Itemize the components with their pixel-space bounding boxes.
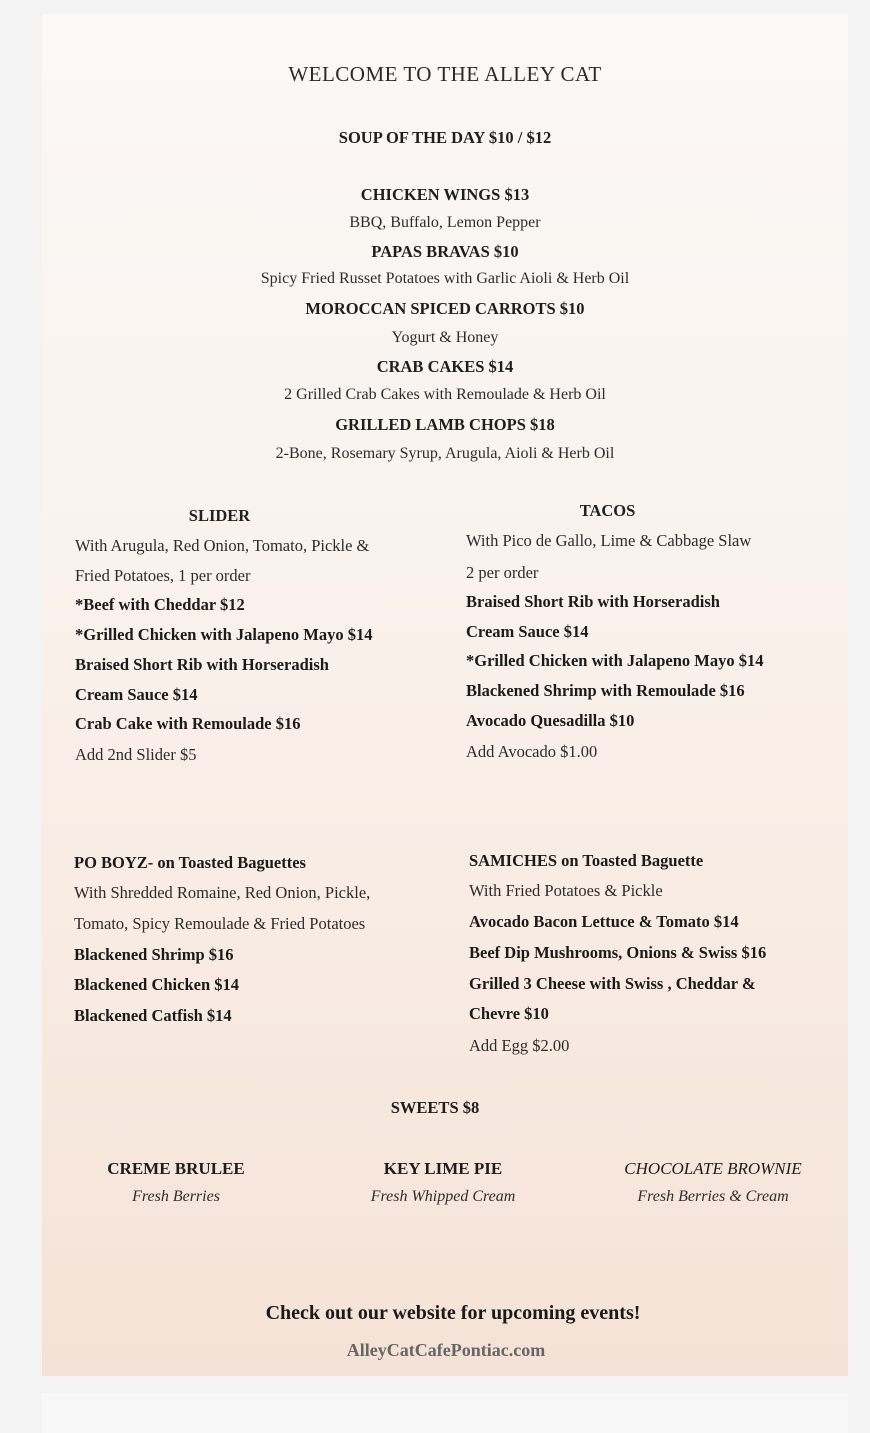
sweet-name: CREME BRULEE [107, 1159, 245, 1178]
slider-item: Cream Sauce $14 [75, 685, 198, 704]
sweet-item [323, 1159, 563, 1206]
samiches-line: With Fried Potatoes & Pickle [469, 881, 663, 900]
starter-desc: 2-Bone, Rosemary Syrup, Arugula, Aioli & Herb Oil [275, 445, 615, 462]
tacos-item: Blackened Shrimp with Remoulade $16 [466, 681, 745, 700]
slider-line: With Arugula, Red Onion, Tomato, Pickle & [75, 536, 370, 555]
samiches-item: Beef Dip Mushrooms, Onions & Swiss $16 [469, 943, 767, 962]
tacos-item: Cream Sauce $14 [466, 622, 589, 641]
starter-name: MOROCCAN SPICED CARROTS $10 [305, 299, 585, 318]
next-page [42, 1393, 848, 1433]
tacos-line: Add Avocado $1.00 [466, 742, 598, 761]
samiches-heading: SAMICHES on Toasted Baguette [469, 851, 704, 870]
samiches-item: Chevre $10 [469, 1004, 549, 1023]
soup-of-the-day: SOUP OF THE DAY $10 / $12 [338, 128, 552, 147]
tacos-line: With Pico de Gallo, Lime & Cabbage Slaw [466, 531, 752, 550]
starter-name: GRILLED LAMB CHOPS $18 [335, 415, 555, 434]
website-link[interactable]: AlleyCatCafePontiac.com [346, 1340, 546, 1360]
slider-line: Fried Potatoes, 1 per order [75, 566, 251, 585]
samiches-item: Avocado Bacon Lettuce & Tomato $14 [469, 912, 739, 931]
poboyz-item: Blackened Catfish $14 [74, 1006, 232, 1025]
slider-line: Add 2nd Slider $5 [75, 745, 197, 764]
starter-name: CHICKEN WINGS $13 [360, 185, 530, 204]
slider-heading: SLIDER [188, 506, 251, 525]
poboyz-line: With Shredded Romaine, Red Onion, Pickle, [74, 883, 371, 902]
sweet-desc: Fresh Berries [132, 1188, 220, 1205]
sweet-desc: Fresh Berries & Cream [637, 1188, 789, 1205]
sweet-name: KEY LIME PIE [383, 1159, 503, 1178]
sweet-item [56, 1159, 296, 1206]
slider-item: Crab Cake with Remoulade $16 [75, 714, 301, 733]
tacos-item: *Grilled Chicken with Jalapeno Mayo $14 [466, 651, 764, 670]
tacos-item: Avocado Quesadilla $10 [466, 711, 635, 730]
samiches-line: Add Egg $2.00 [469, 1036, 570, 1055]
sweets-heading: SWEETS $8 [390, 1098, 480, 1117]
starter-desc: BBQ, Buffalo, Lemon Pepper [349, 214, 541, 231]
sweet-name: CHOCOLATE BROWNIE [624, 1159, 802, 1178]
poboyz-line: Tomato, Spicy Remoulade & Fried Potatoes [74, 914, 366, 933]
starter-desc: Yogurt & Honey [391, 329, 499, 346]
starter-desc: Spicy Fried Russet Potatoes with Garlic Aioli & Herb Oil [260, 270, 630, 287]
menu-page [42, 14, 848, 1376]
events-callout: Check out our website for upcoming events! [265, 1302, 641, 1324]
poboyz-item: Blackened Shrimp $16 [74, 945, 234, 964]
slider-item: *Beef with Cheddar $12 [75, 595, 245, 614]
sweet-item [593, 1159, 833, 1206]
menu-title: WELCOME TO THE ALLEY CAT [288, 62, 602, 86]
poboyz-item: Blackened Chicken $14 [74, 975, 240, 994]
starter-desc: 2 Grilled Crab Cakes with Remoulade & Herb Oil [284, 386, 606, 403]
tacos-heading: TACOS [579, 501, 636, 520]
sweet-desc: Fresh Whipped Cream [370, 1188, 516, 1205]
slider-item: *Grilled Chicken with Jalapeno Mayo $14 [75, 625, 373, 644]
tacos-item: Braised Short Rib with Horseradish [466, 592, 720, 611]
starter-name: PAPAS BRAVAS $10 [371, 242, 519, 261]
starter-name: CRAB CAKES $14 [376, 357, 514, 376]
poboyz-heading: PO BOYZ- on Toasted Baguettes [74, 853, 306, 872]
slider-item: Braised Short Rib with Horseradish [75, 655, 329, 674]
samiches-item: Grilled 3 Cheese with Swiss , Cheddar & [469, 974, 756, 993]
tacos-line: 2 per order [466, 563, 539, 582]
